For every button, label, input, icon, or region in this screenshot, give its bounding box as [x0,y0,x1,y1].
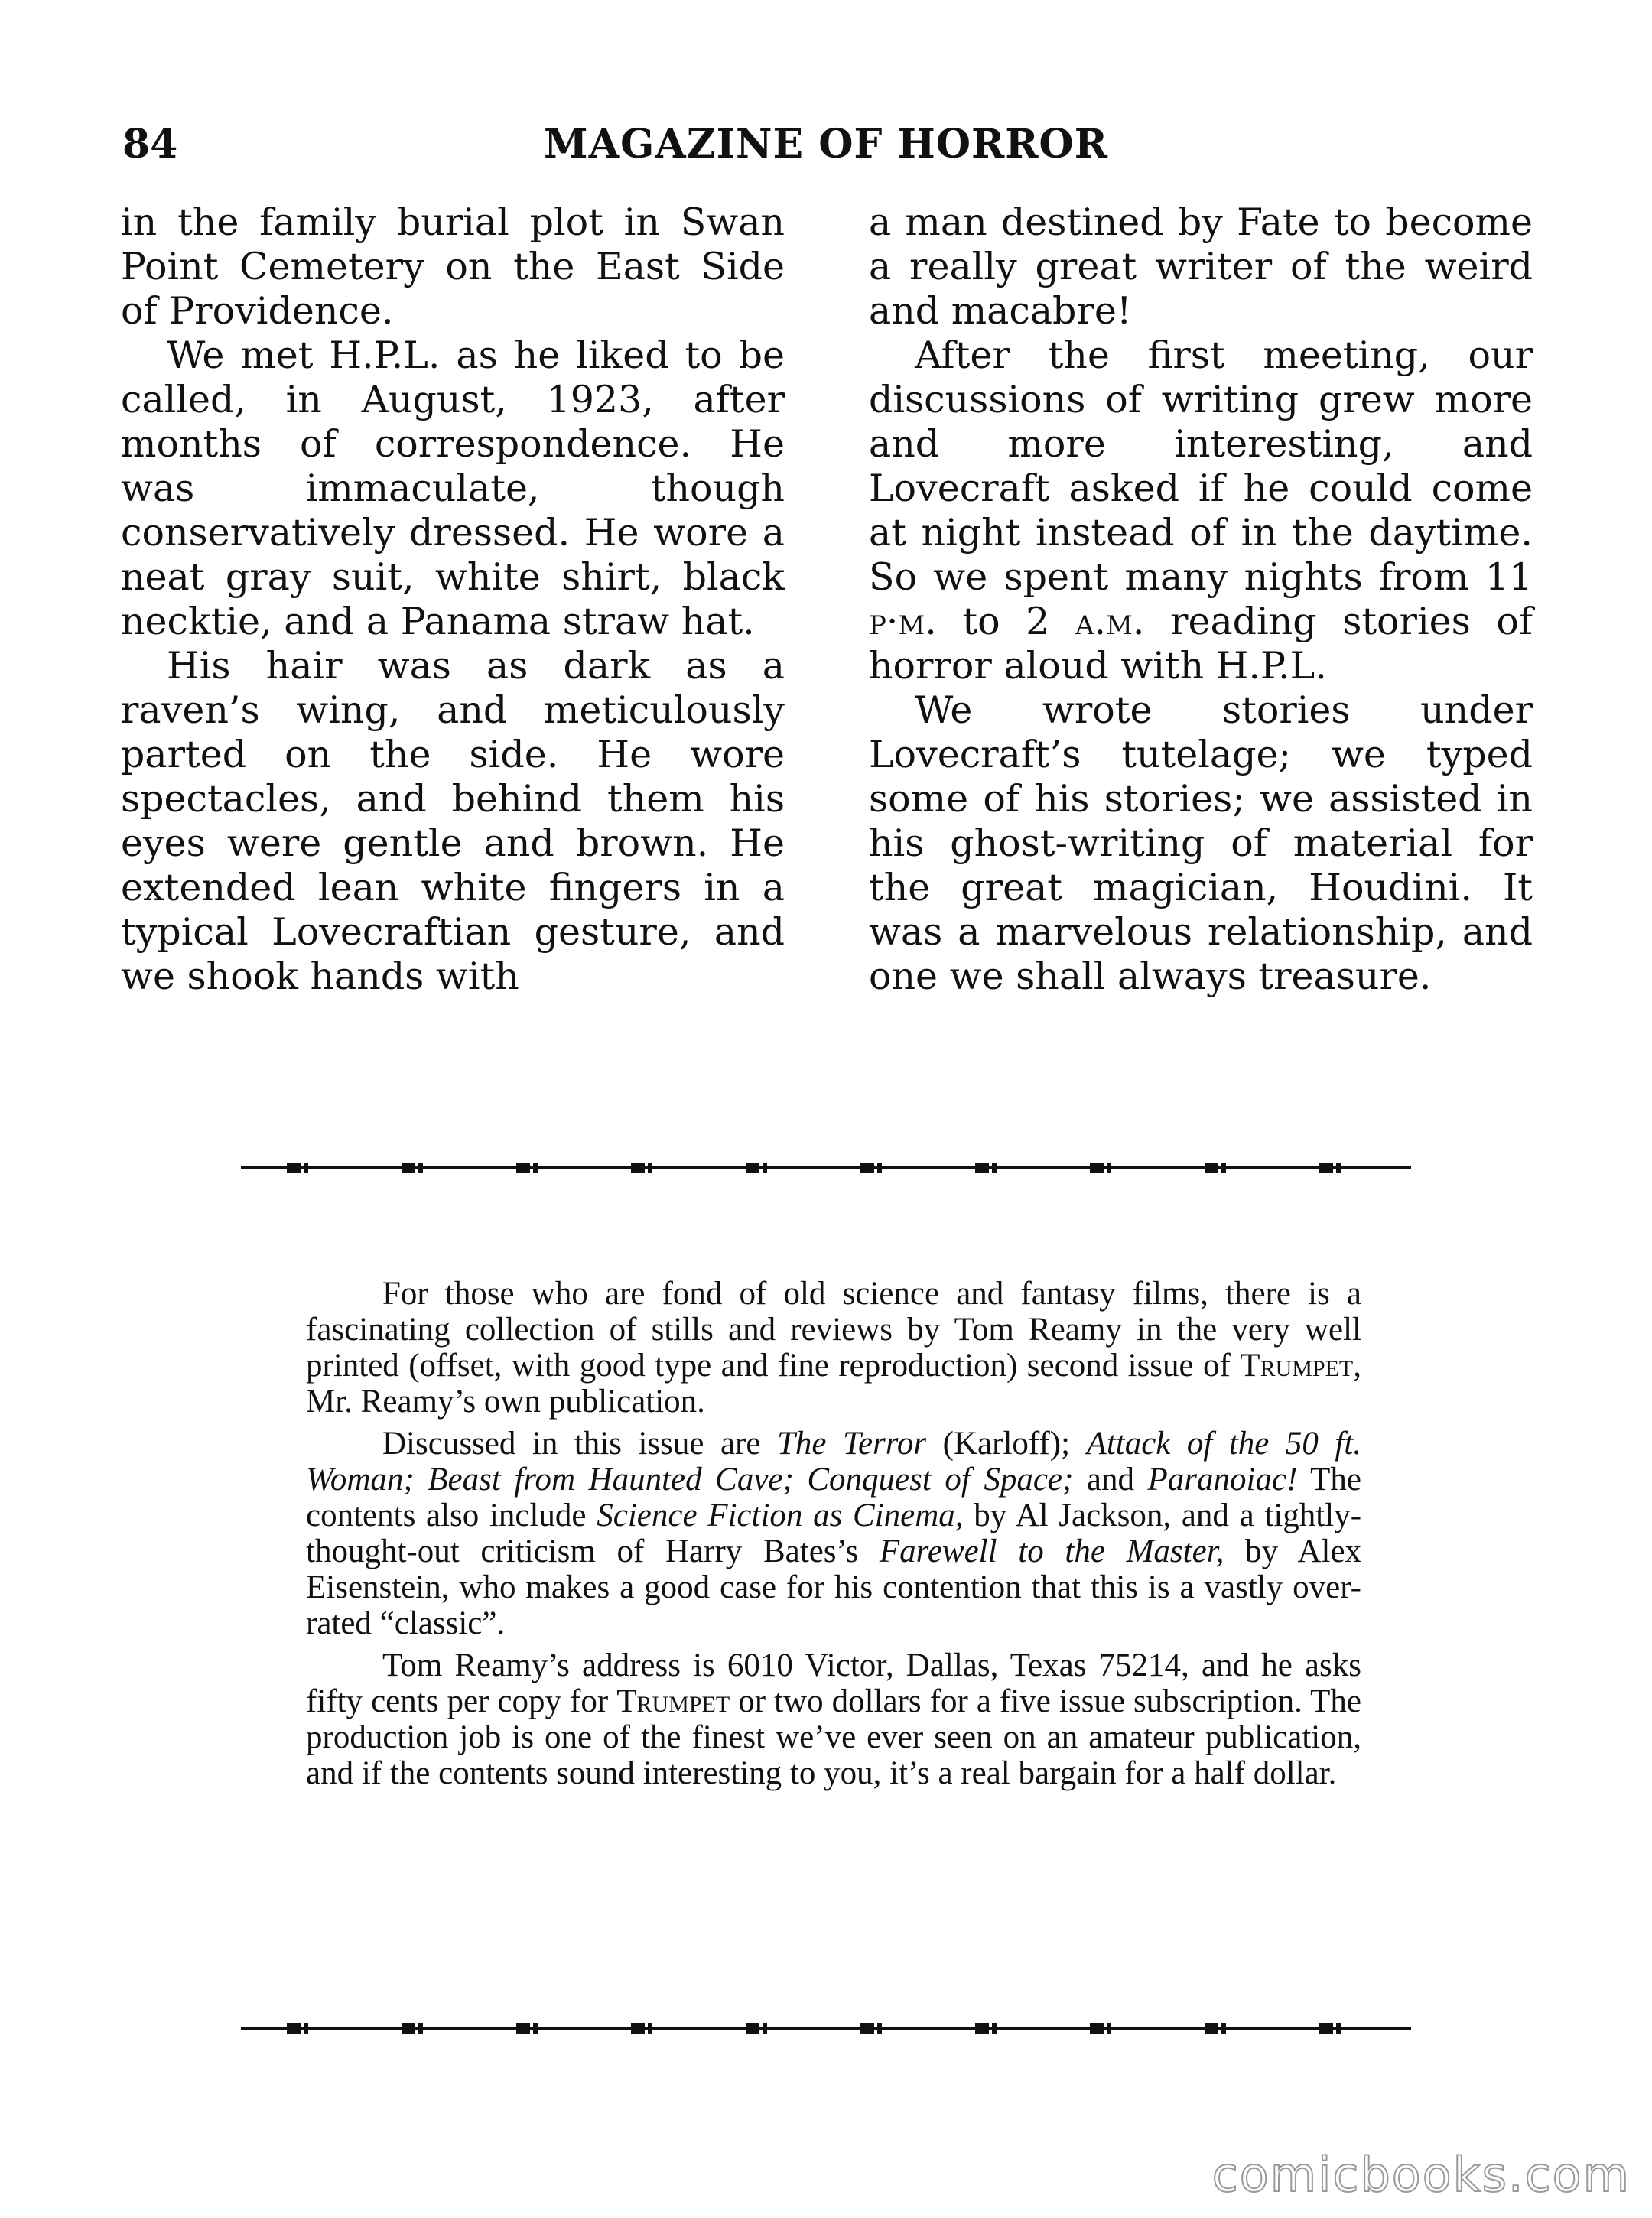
paragraph: in the family burial plot in Swan Point Cemetery on the East Side of Providence. [121,200,785,333]
paragraph: We met H.P.L. as he liked to be called, in August, 1923, after months of correspondence. He was immaculate, though conservatively dressed. He wore a neat gray suit, white shirt, black necktie, and a Panama straw hat. [121,333,785,643]
decorative-divider [241,1163,1411,1173]
text-run: Mr. Reamy’s own publication. [306,1384,705,1420]
notice-paragraph [306,1647,1361,1791]
notice-paragraph [306,1426,1361,1641]
publication-title: Trumpet [616,1683,730,1719]
time-am: a.m. [1075,600,1145,643]
text-run: Tom Reamy’s address is 6010 Victor, Dallas, Texas 75214, and he asks fifty cents per copy for [306,1647,1361,1719]
text-run: After the first meeting, our discussions of writing grew more and more interesting, and Lovecraft asked if he could come at night instead of in the daytime. So we spent many nights from 11 [869,333,1533,599]
page-number: 84 [122,121,178,167]
text-run: reading stories of horror aloud with H.P.L. [869,600,1533,688]
divider-ornament [241,1163,1411,1173]
text-run: For those who are fond of old science and fantasy films, there is a fascinating collection of stills and reviews by Tom Reamy in the very well printed (offset, with good type and fine reproduction) second issue of [306,1276,1361,1384]
left-column [121,200,785,999]
film-titles: Attack of the 50 ft. Woman; Beast from Haunted Cave; Conquest of Space; [306,1426,1362,1498]
text-run: by Alex Eisenstein, who makes a good case for his contention that this is a vastly over-rated “classic”. [306,1533,1362,1641]
running-head: MAGAZINE OF HORROR [544,121,1108,167]
paragraph: His hair was as dark as a raven’s wing, and meticulously parted on the side. He wore spectacles, and behind them his eyes were gentle and brown. He extended lean white fingers in a typical Lovecraftian gesture, and we shook hands with [121,644,785,998]
paragraph: We wrote stories under Lovecraft’s tutelage; we typed some of his stories; we assisted in his ghost-writing of material for the great magician, Houdini. It was a marvelous relationship, and one we shall always treasure. [869,688,1533,998]
divider-ornament [241,2023,1411,2034]
watermark: comicbooks.com [1211,2147,1631,2203]
film-title: Paranoiac! [1147,1462,1298,1498]
right-column [869,200,1533,999]
story-title: Farewell to the Master, [879,1533,1224,1569]
film-title: The Terror [776,1426,927,1462]
text-run: or two dollars for a five issue subscription. The production job is one of the finest we’ve ever seen on an amateur publication, and if the contents sound interesting to you, it’s a real bargain for a half dollar. [306,1683,1362,1791]
publication-title: Trumpet, [1240,1348,1361,1384]
page-header [122,121,1530,182]
time-pm: p·m. [869,600,937,643]
decorative-divider [241,2023,1411,2034]
text-run: by Al Jackson, and a tightly-thought-out criticism of Harry Bates’s [306,1498,1362,1569]
text-run: and [1086,1462,1134,1498]
text-run: The contents also include [306,1462,1362,1533]
text-run: (Karloff); [942,1426,1071,1462]
paragraph: a man destined by Fate to become a really great writer of the weird and macabre! [869,200,1533,333]
trumpet-notice [306,1276,1361,1797]
notice-paragraph [306,1276,1361,1420]
article-title: Science Fiction as Cinema, [597,1498,964,1533]
text-run: Discussed in this issue are [382,1426,761,1462]
paragraph [869,333,1533,688]
text-run: to 2 [962,600,1050,643]
